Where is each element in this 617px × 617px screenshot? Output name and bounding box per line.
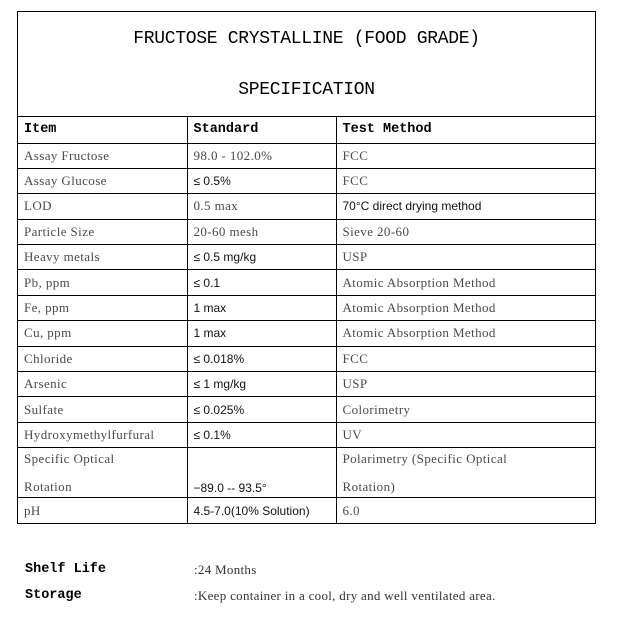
shelf-life-value: :24 Months: [194, 562, 257, 577]
table-row: [18, 245, 595, 270]
storage-value: :Keep container in a cool, dry and well ventilated area.: [194, 588, 496, 603]
cell-method: Sieve 20-60: [336, 219, 595, 244]
cell-item: Sulfate: [18, 397, 187, 422]
cell-method: 6.0: [342, 502, 360, 518]
table-row: [18, 168, 595, 193]
cell-method: Colorimetry: [336, 397, 595, 422]
cell-item: Chloride: [18, 346, 187, 371]
cell-standard-value: −89.0 -- 93.5°: [193, 480, 267, 495]
table-row: [18, 346, 595, 371]
table-row: [18, 143, 595, 168]
cell-standard: ≤ 0.5 mg/kg: [187, 245, 336, 270]
cell-standard: ≤ 0.1%: [187, 422, 336, 447]
cell-standard: ≤ 0.018%: [187, 346, 336, 371]
cell-item: Cu, ppm: [18, 321, 187, 346]
table-row-optical-rotation: [18, 448, 595, 498]
cell-method: USP: [336, 245, 595, 270]
cell-standard: [187, 448, 336, 498]
cell-item-line1: Specific Optical: [24, 450, 115, 466]
cell-method: 70°C direct drying method: [336, 194, 595, 219]
header-test-method: Test Method: [336, 117, 595, 143]
cell-item: Heavy metals: [18, 245, 187, 270]
cell-method: Atomic Absorption Method: [336, 321, 595, 346]
cell-item-line2: Rotation: [24, 478, 72, 494]
cell-standard: 4.5-7.0(10% Solution): [187, 498, 336, 523]
cell-method-line1: Polarimetry (Specific Optical: [342, 450, 508, 466]
cell-method: FCC: [336, 346, 595, 371]
cell-item: Arsenic: [18, 372, 187, 397]
cell-item: Particle Size: [18, 219, 187, 244]
table-row: [18, 194, 595, 219]
table-row: [18, 422, 595, 447]
cell-standard: 0.5 max: [187, 194, 336, 219]
table-row: [18, 397, 595, 422]
table-row: [18, 498, 595, 523]
title-block: [18, 12, 595, 117]
document-title: SPECIFICATION: [238, 80, 375, 100]
cell-standard: ≤ 0.1: [187, 270, 336, 295]
cell-method: USP: [336, 372, 595, 397]
table-header-row: [18, 117, 595, 143]
cell-standard: ≤ 0.025%: [187, 397, 336, 422]
cell-method: [336, 448, 595, 498]
shelf-life-label: Shelf Life: [25, 562, 107, 577]
footer-notes: [25, 562, 605, 614]
table-row: [18, 270, 595, 295]
cell-item: LOD: [18, 194, 187, 219]
cell-item: Assay Fructose: [18, 143, 187, 168]
cell-standard: 20-60 mesh: [187, 219, 336, 244]
spec-table: [18, 117, 595, 523]
cell-standard: 1 max: [187, 321, 336, 346]
specification-sheet: [17, 11, 596, 524]
header-standard: Standard: [187, 117, 336, 143]
cell-method-line2: Rotation): [342, 478, 396, 494]
cell-item: Pb, ppm: [18, 270, 187, 295]
cell-item: Fe, ppm: [18, 295, 187, 320]
cell-standard: 1 max: [187, 295, 336, 320]
cell-standard: 98.0 - 102.0%: [187, 143, 336, 168]
cell-method: FCC: [336, 143, 595, 168]
cell-method: UV: [336, 422, 595, 447]
cell-standard: ≤ 1 mg/kg: [187, 372, 336, 397]
cell-item: [18, 448, 187, 498]
cell-method: Atomic Absorption Method: [336, 270, 595, 295]
shelf-life-row: [25, 562, 605, 588]
table-row: [18, 372, 595, 397]
header-item: Item: [18, 117, 187, 143]
table-row: [18, 219, 595, 244]
cell-standard: ≤ 0.5%: [187, 168, 336, 193]
table-row: [18, 295, 595, 320]
storage-row: [25, 588, 605, 614]
cell-item: Hydroxymethylfurfural: [18, 422, 187, 447]
cell-method: FCC: [336, 168, 595, 193]
cell-item: Assay Glucose: [18, 168, 187, 193]
storage-label: Storage: [25, 588, 82, 603]
table-row: [18, 321, 595, 346]
cell-method: Atomic Absorption Method: [336, 295, 595, 320]
product-title: FRUCTOSE CRYSTALLINE (FOOD GRADE): [133, 29, 480, 49]
cell-item: pH: [18, 498, 187, 523]
